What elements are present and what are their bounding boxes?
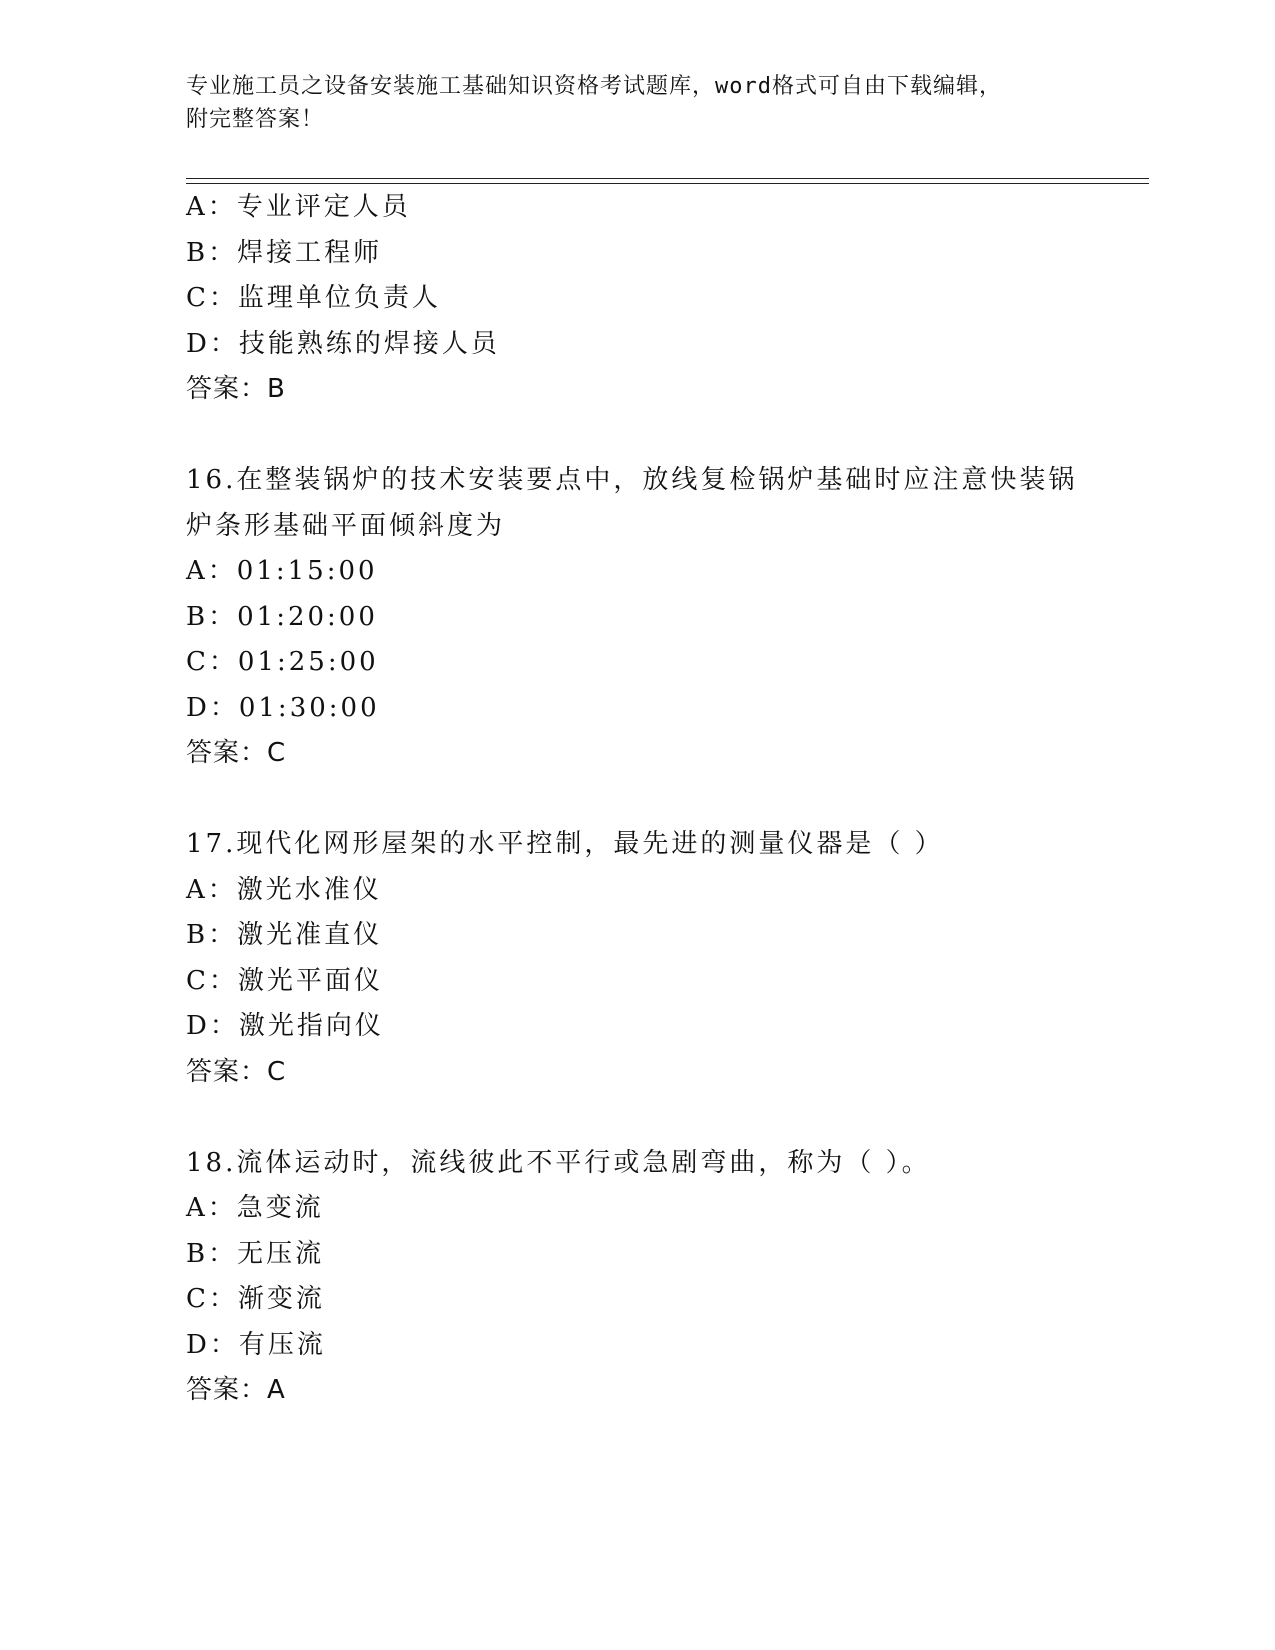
spacer [186,1095,1086,1141]
option-d: D：激光指向仪 [186,1011,384,1041]
document-header [186,70,1086,136]
option-a: A：急变流 [186,1193,324,1223]
answer: 答案：A [186,1375,286,1405]
question-17 [186,822,1086,1095]
header-divider-bottom [186,183,1149,184]
option-d: D：技能熟练的焊接人员 [186,328,500,359]
question-16 [186,458,1086,777]
answer: 答案：B [186,374,286,404]
option-c: C：监理单位负责人 [186,283,441,313]
option-b: B：01:20:00 [186,601,378,632]
option-c: C：渐变流 [186,1284,325,1314]
spacer [186,413,1086,459]
option-d: D：有压流 [186,1329,326,1360]
option-b: B：焊接工程师 [186,237,383,268]
answer: 答案：C [186,738,287,768]
answer: 答案：C [186,1056,287,1087]
option-d: D：01:30:00 [186,692,380,723]
option-a: A：01:15:00 [186,556,378,586]
option-a: A：激光水准仪 [186,874,382,905]
question-15 [186,185,1086,413]
question-text-continued: 炉条形基础平面倾斜度为 [186,510,506,541]
question-text: 16.在整装锅炉的技术安装要点中，放线复检锅炉基础时应注意快装锅 [186,465,1078,495]
question-18 [186,1141,1086,1414]
header-line-1: 专业施工员之设备安装施工基础知识资格考试题库，word格式可自由下载编辑， [186,74,1002,99]
question-list [186,185,1086,1414]
question-text: 17.现代化网形屋架的水平控制，最先进的测量仪器是（ ） [186,829,944,859]
spacer [186,777,1086,823]
option-b: B：无压流 [186,1238,325,1269]
option-c: C：激光平面仪 [186,965,383,996]
option-a: A：专业评定人员 [186,192,411,222]
option-c: C：01:25:00 [186,647,379,677]
question-text: 18.流体运动时，流线彼此不平行或急剧弯曲，称为（ ）。 [186,1147,931,1178]
option-b: B：激光准直仪 [186,920,383,950]
header-divider-top [186,178,1149,179]
header-line-2: 附完整答案！ [186,107,325,132]
